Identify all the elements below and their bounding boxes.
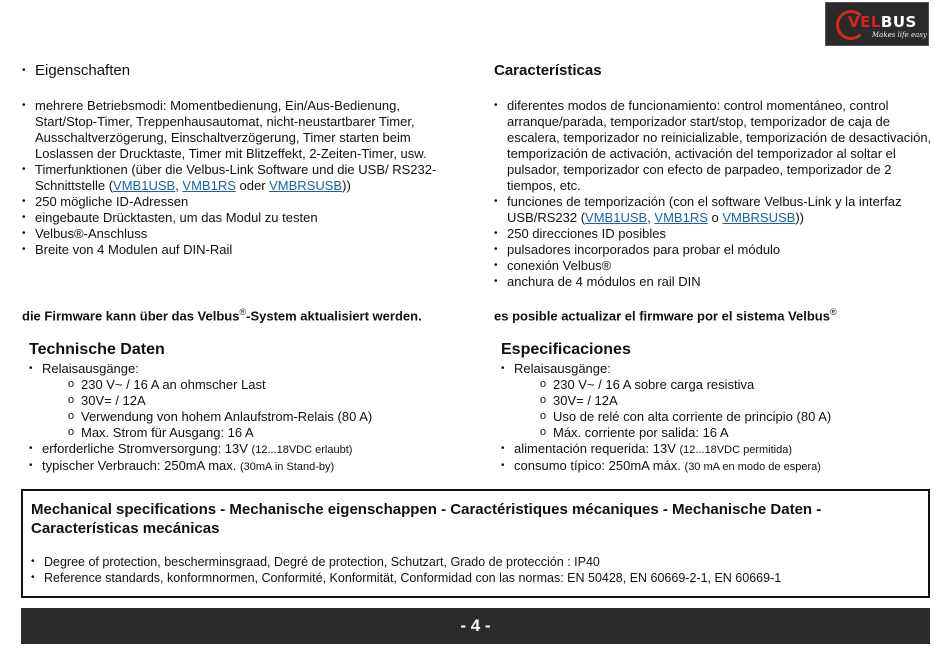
list-item: • 250 mögliche ID-Adressen bbox=[22, 194, 462, 210]
logo-tagline: Makes life easy bbox=[872, 31, 927, 39]
list-item: • Reference standards, konformnormen, Conformité, Konformität, Conformidad con las normas: EN 50428, EN 60669-2-1, EN 60669-1 bbox=[31, 570, 920, 586]
german-tech-heading: Technische Daten bbox=[29, 341, 165, 358]
list-item: o Max. Strom für Ausgang: 16 A bbox=[68, 425, 459, 441]
link-vmb1rs[interactable]: VMB1RS bbox=[654, 210, 708, 225]
velbus-logo bbox=[825, 2, 929, 46]
link-vmb1rs[interactable]: VMB1RS bbox=[182, 178, 236, 193]
list-item: • diferentes modos de funcionamiento: control momentáneo, control arranque/parada, temporizador start/stop, temporizador de caja de escalera, temporizador no reinicializable, temporización de desactivación, temporización de activación, activación del temporizador al soltar el pulsador, temporizador con efecto de parpadeo, temporizador de 2 tiempos, etc. bbox=[494, 98, 934, 194]
power-supply: • erforderliche Stromversorgung: 13V (12...18VDC erlaubt) bbox=[29, 441, 459, 458]
list-item: • 250 direcciones ID posibles bbox=[494, 226, 934, 242]
page-number: - 4 - bbox=[460, 616, 491, 635]
list-item: • eingebaute Drücktasten, um das Modul zu testen bbox=[22, 210, 462, 226]
relay-outputs: • Relaisausgänge: o 230 V~ / 16 A sobre carga resistiva o 30V= / 12A o Uso de relé con alta corriente de principio (80 A) o Máx. corriente por salida: 16 A bbox=[501, 361, 931, 441]
list-item: • Breite von 4 Modulen auf DIN-Rail bbox=[22, 242, 462, 258]
list-item: • Degree of protection, bescherminsgraad, Degré de protection, Schutzart, Grado de protección : IP40 bbox=[31, 554, 920, 570]
german-features bbox=[22, 62, 462, 258]
list-item: • anchura de 4 módulos en rail DIN bbox=[494, 274, 934, 290]
link-vmbrsusb[interactable]: VMBRSUSB bbox=[722, 210, 796, 225]
consumption: • consumo típico: 250mA máx. (30 mA en modo de espera) bbox=[501, 458, 931, 475]
mechanical-title: Mechanical specifications - Mechanische eigenschappen - Caractéristiques mécaniques - Mechanische Daten - Características mecánicas bbox=[31, 501, 822, 537]
list-item: o Máx. corriente por salida: 16 A bbox=[540, 425, 931, 441]
link-vmb1usb[interactable]: VMB1USB bbox=[585, 210, 648, 225]
spanish-firmware-note: es posible actualizar el firmware por el sistema Velbus® bbox=[494, 307, 837, 324]
list-item: o 230 V~ / 16 A an ohmscher Last bbox=[68, 377, 459, 393]
list-item: • pulsadores incorporados para probar el módulo bbox=[494, 242, 934, 258]
page-number-bar bbox=[21, 608, 930, 644]
list-item: o 30V= / 12A bbox=[540, 393, 931, 409]
german-firmware-note: die Firmware kann über das Velbus®-System aktualisiert werden. bbox=[22, 307, 422, 324]
list-item: o 230 V~ / 16 A sobre carga resistiva bbox=[540, 377, 931, 393]
list-item: • mehrere Betriebsmodi: Momentbedienung, Ein/Aus-Bedienung, Start/Stop-Timer, Treppenhausautomat, nicht-neustartbarer Timer, Ausschaltverzögerung, Einschaltverzögerung, Timer starten beim Loslassen der Drucktaste, Timer mit Blitzeffekt, 2-Zeiten-Timer, usw. bbox=[22, 98, 462, 162]
link-vmb1usb[interactable]: VMB1USB bbox=[113, 178, 176, 193]
list-item: o Verwendung von hohem Anlaufstrom-Relais (80 A) bbox=[68, 409, 459, 425]
german-heading: • Eigenschaften bbox=[22, 62, 462, 80]
list-item: o 30V= / 12A bbox=[68, 393, 459, 409]
relay-outputs: • Relaisausgänge: o 230 V~ / 16 A an ohmscher Last o 30V= / 12A o Verwendung von hohem Anlaufstrom-Relais (80 A) o Max. Strom für Ausgang: 16 A bbox=[29, 361, 459, 441]
list-item: • Timerfunktionen (über die Velbus-Link Software und die USB/ RS232-Schnittstelle (VMB1USB, VMB1RS oder VMBRSUSB)) bbox=[22, 162, 462, 194]
spanish-features bbox=[494, 62, 934, 290]
german-feature-list bbox=[22, 98, 462, 258]
power-supply: • alimentación requerida: 13V (12...18VDC permitida) bbox=[501, 441, 931, 458]
list-item: o Uso de relé con alta corriente de principio (80 A) bbox=[540, 409, 931, 425]
spanish-tech-heading: Especificaciones bbox=[501, 341, 631, 358]
logo-brand: VELBUS bbox=[848, 13, 917, 31]
consumption: • typischer Verbrauch: 250mA max. (30mA in Stand-by) bbox=[29, 458, 459, 475]
list-item: • conexión Velbus® bbox=[494, 258, 934, 274]
link-vmbrsusb[interactable]: VMBRSUSB bbox=[269, 178, 343, 193]
german-technical-data bbox=[29, 340, 459, 475]
spanish-heading: Características bbox=[494, 62, 602, 79]
spanish-feature-list bbox=[494, 98, 934, 290]
list-item: • Velbus®-Anschluss bbox=[22, 226, 462, 242]
spanish-technical-data bbox=[501, 340, 931, 475]
mechanical-specifications bbox=[21, 489, 930, 598]
list-item: • funciones de temporización (con el software Velbus-Link y la interfaz USB/RS232 (VMB1USB, VMB1RS o VMBRSUSB)) bbox=[494, 194, 934, 226]
